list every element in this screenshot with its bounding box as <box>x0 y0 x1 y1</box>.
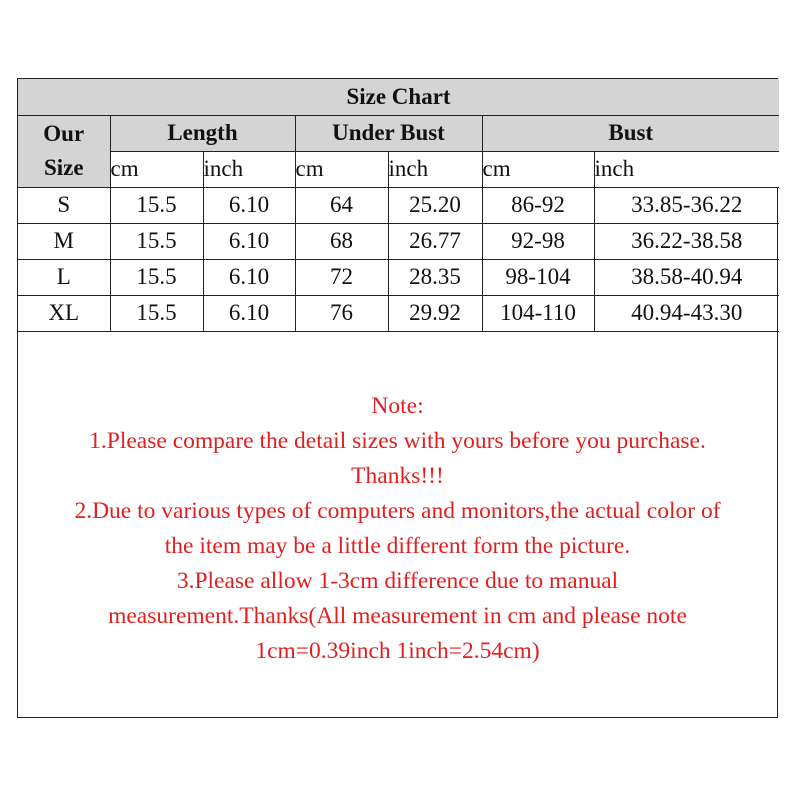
table-cell: 76 <box>295 295 388 331</box>
table-cell: 6.10 <box>203 295 295 331</box>
table-cell: 6.10 <box>203 259 295 295</box>
table-cell: 6.10 <box>203 187 295 223</box>
table-cell: 6.10 <box>203 223 295 259</box>
note-line: 2.Due to various types of computers and monitors,the actual color of <box>74 498 721 524</box>
group-header-row <box>18 115 779 151</box>
note-line: the item may be a little different form the picture. <box>164 533 631 559</box>
our-size-header-bottom: Size <box>43 155 84 180</box>
unit-header-row <box>18 151 779 187</box>
note-line: 3.Please allow 1-3cm difference due to manual <box>176 568 619 594</box>
unit-header: inch <box>594 151 779 187</box>
table-row <box>18 295 779 331</box>
table-cell: 25.20 <box>388 187 482 223</box>
table-cell: 98-104 <box>482 259 594 295</box>
note-heading: Note: <box>371 393 424 419</box>
table-cell: 15.5 <box>110 187 203 223</box>
size-chart-table <box>18 79 779 332</box>
length-header: Length <box>110 115 295 151</box>
size-cell: XL <box>18 295 110 331</box>
unit-header: inch <box>203 151 295 187</box>
size-cell: L <box>18 259 110 295</box>
table-cell: 15.5 <box>110 223 203 259</box>
table-cell: 64 <box>295 187 388 223</box>
size-cell: M <box>18 223 110 259</box>
table-row <box>18 223 779 259</box>
our-size-header-top: Our <box>43 121 85 146</box>
size-chart-sheet <box>17 78 778 718</box>
table-cell: 29.92 <box>388 295 482 331</box>
unit-header: cm <box>482 151 594 187</box>
our-size-header <box>18 115 110 187</box>
table-cell: 40.94-43.30 <box>594 295 779 331</box>
table-cell: 28.35 <box>388 259 482 295</box>
table-cell: 38.58-40.94 <box>594 259 779 295</box>
unit-header: inch <box>388 151 482 187</box>
table-title: Size Chart <box>18 79 779 115</box>
size-cell: S <box>18 187 110 223</box>
table-cell: 26.77 <box>388 223 482 259</box>
note-line: 1.Please compare the detail sizes with yours before you purchase. <box>89 428 706 454</box>
table-cell: 33.85-36.22 <box>594 187 779 223</box>
bust-header: Bust <box>482 115 779 151</box>
unit-header: cm <box>295 151 388 187</box>
title-row <box>18 79 779 115</box>
table-row <box>18 259 779 295</box>
unit-header: cm <box>110 151 203 187</box>
note-line: measurement.Thanks(All measurement in cm and please note <box>108 603 687 629</box>
table-cell: 36.22-38.58 <box>594 223 779 259</box>
table-cell: 92-98 <box>482 223 594 259</box>
note-line: Thanks!!! <box>351 463 444 489</box>
table-cell: 104-110 <box>482 295 594 331</box>
note-block <box>18 389 777 669</box>
table-cell: 15.5 <box>110 295 203 331</box>
table-cell: 15.5 <box>110 259 203 295</box>
table-cell: 68 <box>295 223 388 259</box>
table-cell: 86-92 <box>482 187 594 223</box>
under-bust-header: Under Bust <box>295 115 482 151</box>
table-row <box>18 187 779 223</box>
table-cell: 72 <box>295 259 388 295</box>
note-line: 1cm=0.39inch 1inch=2.54cm) <box>255 638 540 664</box>
